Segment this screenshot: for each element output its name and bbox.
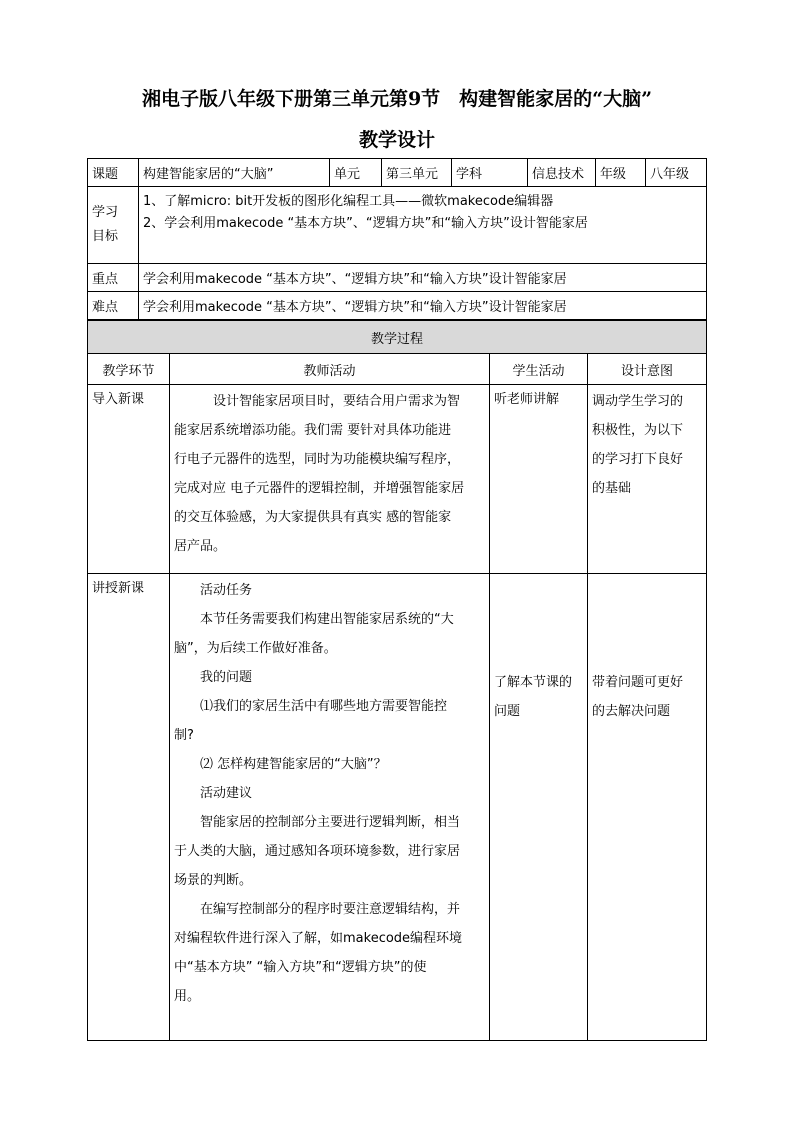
header-student: 学生活动 [490, 354, 588, 385]
text-line: 本节任务需要我们构建出智能家居系统的“大 [200, 612, 454, 627]
goal-label-line2: 目标 [92, 229, 119, 244]
design-intent-lecture [588, 574, 707, 1041]
goal-cell [139, 187, 707, 264]
text-line: 调动学生学习的 [592, 394, 684, 409]
topic-value: 构建智能家居的“大脑” [139, 159, 330, 187]
text-line: 智能家居的控制部分主要进行逻辑判断，相当 [200, 815, 461, 830]
document-subtitle: 教学设计 [358, 129, 435, 151]
text-line: 的学习打下良好 [592, 452, 684, 467]
key-point-value: 学会利用makecode “基本方块”、“逻辑方块”和“输入方块”设计智能家居 [139, 264, 707, 292]
header-intent: 设计意图 [588, 354, 707, 385]
goal-item-1: 1、了解micro: bit开发板的图形化编程工具——微软makecode编辑器 [143, 194, 554, 209]
text-line: 对编程软件进行深入了解，如makecode编程环境 [174, 931, 463, 946]
teacher-activity-intro [170, 385, 490, 574]
text-line: 脑”，为后续工作做好准备。 [174, 641, 337, 656]
student-activity-lecture [490, 574, 588, 1041]
text-line: 活动建议 [200, 786, 253, 801]
text-line: 积极性，为以下 [592, 423, 684, 438]
difficulty-value: 学会利用makecode “基本方块”、“逻辑方块”和“输入方块”设计智能家居 [139, 292, 707, 320]
text-line: 的交互体验感，为大家提供具有真实 感的智能家 [174, 510, 452, 525]
text-line: 活动任务 [200, 583, 253, 598]
grade-value: 八年级 [646, 159, 707, 187]
design-intent-intro [588, 385, 707, 574]
goal-label-line1: 学习 [92, 205, 119, 220]
text-line: 制? [174, 728, 194, 743]
goal-item-2: 2、学会利用makecode “基本方块”、“逻辑方块”和“输入方块”设计智能家居 [143, 216, 588, 231]
text-line: 我的问题 [200, 670, 253, 685]
teacher-activity-lecture [170, 574, 490, 1041]
text-line: 设计智能家居项目时，要结合用户需求为智 [213, 394, 461, 409]
text-line: 在编写控制部分的程序时要注意逻辑结构，并 [200, 902, 461, 917]
stage-intro: 导入新课 [88, 385, 170, 574]
unit-value: 第三单元 [382, 159, 452, 187]
process-table [87, 320, 707, 1041]
text-line: ⑴我们的家居生活中有哪些地方需要智能控 [200, 699, 448, 714]
text-line: 能家居系统增添功能。我们需 要针对具体功能进 [174, 423, 452, 438]
text-line: 用。 [174, 989, 201, 1004]
subject-value: 信息技术 [528, 159, 596, 187]
text-line: 居产品。 [174, 539, 227, 554]
header-stage: 教学环节 [88, 354, 170, 385]
text-line: 带着问题可更好 [592, 675, 684, 690]
goal-label [88, 187, 139, 264]
unit-label: 单元 [330, 159, 382, 187]
topic-label: 课题 [88, 159, 139, 187]
text-line: ⑵ 怎样构建智能家居的“大脑”？ [200, 757, 387, 772]
difficulty-label: 难点 [88, 292, 139, 320]
text-line: 场景的判断。 [174, 873, 253, 888]
stage-lecture: 讲授新课 [88, 574, 170, 1041]
key-point-label: 重点 [88, 264, 139, 292]
text-line: 的基础 [592, 481, 632, 496]
text-line: 于人类的大脑，通过感知各项环境参数，进行家居 [174, 844, 461, 859]
text-line: 了解本节课的 [494, 675, 573, 690]
document-title: 湘电子版八年级下册第三单元第9节 构建智能家居的“大脑” [141, 88, 653, 110]
process-section-title: 教学过程 [88, 321, 707, 354]
text-line: 中“基本方块” “输入方块”和“逻辑方块”的使 [174, 960, 427, 975]
text-line: 问题 [494, 704, 521, 719]
table-row [88, 574, 707, 1041]
text-line: 完成对应 电子元器件的逻辑控制，并增强智能家居 [174, 481, 465, 496]
subject-label: 学科 [452, 159, 528, 187]
student-activity-intro: 听老师讲解 [490, 385, 588, 574]
text-line: 的去解决问题 [592, 704, 671, 719]
grade-label: 年级 [596, 159, 646, 187]
text-line: 行电子元器件的选型，同时为功能模块编写程序， [174, 452, 461, 467]
info-table [87, 158, 707, 320]
table-row [88, 385, 707, 574]
header-teacher: 教师活动 [170, 354, 490, 385]
